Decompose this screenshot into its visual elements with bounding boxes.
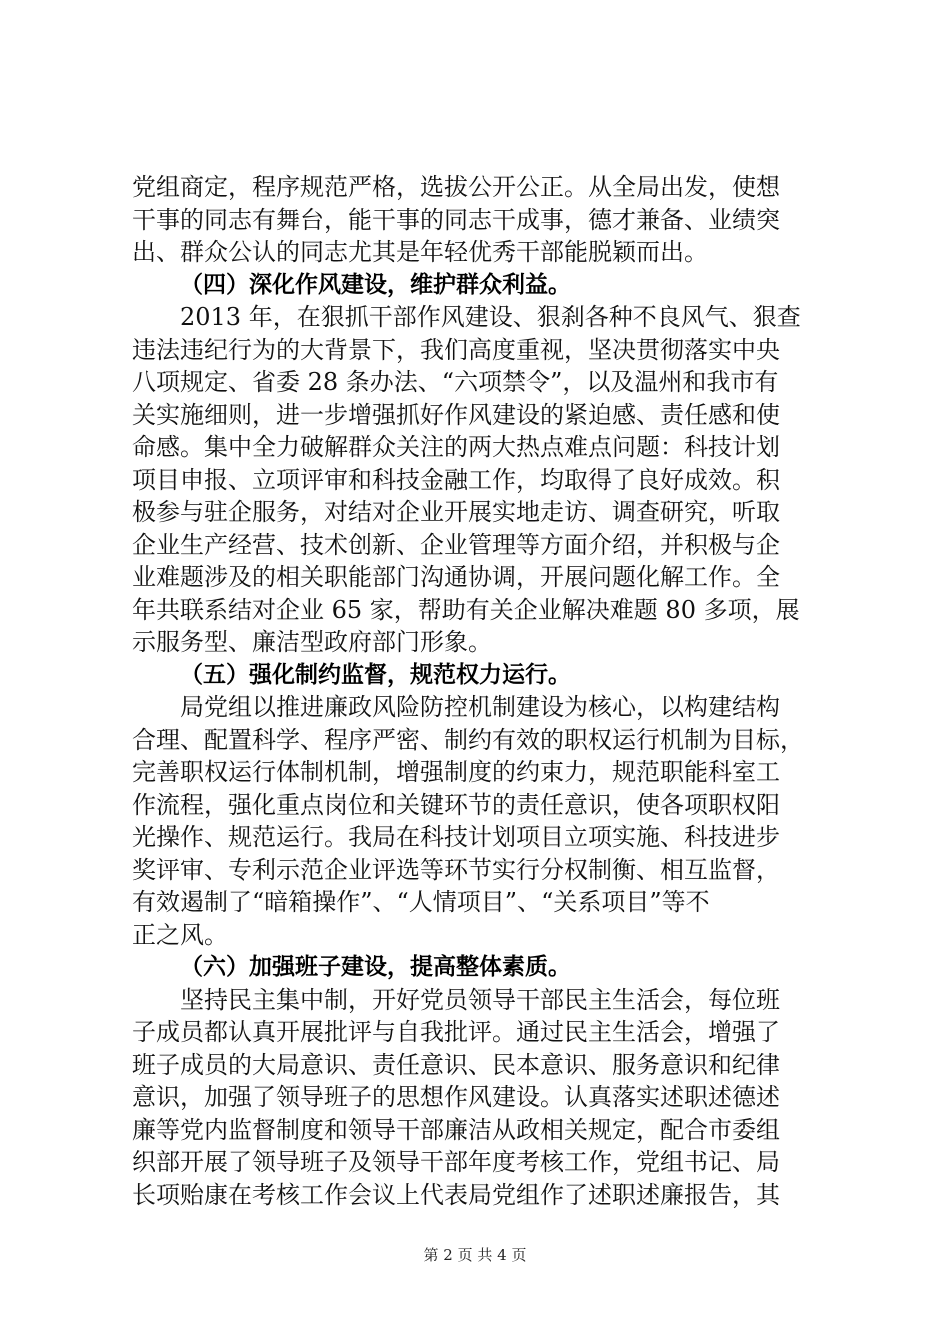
text-line: 关实施细则，进一步增强抓好作风建设的紧迫感、责任感和使 <box>132 400 780 429</box>
text-line: 年共联系结对企业 65 家，帮助有关企业解决难题 80 多项，展 <box>132 595 800 624</box>
text-line: 局党组以推进廉政风险防控机制建设为核心，以构建结构 <box>180 693 780 721</box>
text-line: 命感。集中全力破解群众关注的两大热点难点问题：科技计划 <box>132 433 780 461</box>
paragraph-section-5 <box>132 691 832 951</box>
text-line: 奖评审、专利示范企业评选等环节实行分权制衡、相互监督， <box>132 855 780 884</box>
text-line: 出、群众公认的同志尤其是年轻优秀干部能脱颖而出。 <box>132 238 708 266</box>
text-line: 干事的同志有舞台，能干事的同志干成事，德才兼备、业绩突 <box>132 205 780 234</box>
text-line: 正之风。 <box>132 920 228 949</box>
text-line: 作流程，强化重点岗位和关键环节的责任意识，使各项职权阳 <box>132 790 780 819</box>
text-line: 织部开展了领导班子及领导干部年度考核工作，党组书记、局 <box>132 1148 780 1176</box>
text-line: 八项规定、省委 28 条办法、“六项禁令”，以及温州和我市有 <box>132 368 779 396</box>
text-line: 意识，加强了领导班子的思想作风建设。认真落实述职述德述 <box>132 1083 780 1111</box>
text-line: 极参与驻企服务，对结对企业开展实地走访、调查研究，听取 <box>132 498 780 526</box>
text-line: 项目申报、立项评审和科技金融工作，均取得了良好成效。积 <box>132 465 780 494</box>
section-heading-5: （五）强化制约监督，规范权力运行。 <box>180 661 571 688</box>
text-line: 完善职权运行体制机制，增强制度的约束力，规范职能科室工 <box>132 758 780 786</box>
text-line: 党组商定，程序规范严格，选拔公开公正。从全局出发，使想 <box>132 173 780 201</box>
paragraph-intro <box>132 171 832 269</box>
text-line: 合理、配置科学、程序严密、制约有效的职权运行机制为目标， <box>132 725 804 754</box>
paragraph-section-4 <box>132 301 832 659</box>
section-heading-4: （四）深化作风建设，维护群众利益。 <box>180 271 571 298</box>
paragraph-section-6 <box>132 984 832 1212</box>
section-heading-6: （六）加强班子建设，提高整体素质。 <box>180 954 571 980</box>
text-line: 子成员都认真开展批评与自我批评。通过民主生活会，增强了 <box>132 1018 780 1046</box>
text-line: 业难题涉及的相关职能部门沟通协调，开展问题化解工作。全 <box>132 563 780 591</box>
text-line: 光操作、规范运行。我局在科技计划项目立项实施、科技进步 <box>132 823 780 851</box>
text-line: 廉等党内监督制度和领导干部廉洁从政相关规定，配合市委组 <box>132 1115 780 1144</box>
text-line: 示服务型、廉洁型政府部门形象。 <box>132 628 492 656</box>
text-line: 违法违纪行为的大背景下，我们高度重视，坚决贯彻落实中央 <box>132 335 780 364</box>
text-line: 有效遏制了“暗箱操作”、“人情项目”、“关系项目”等不 <box>132 888 710 916</box>
document-body <box>132 171 832 1211</box>
text-line: 长项贻康在考核工作会议上代表局党组作了述职述廉报告，其 <box>132 1180 780 1209</box>
text-line: 2013 年，在狠抓干部作风建设、狠刹各种不良风气、狠查 <box>180 303 801 331</box>
text-line: 企业生产经营、技术创新、企业管理等方面介绍，并积极与企 <box>132 530 780 559</box>
page-footer: 第 2 页 共 4 页 <box>423 1246 527 1264</box>
text-line: 坚持民主集中制，开好党员领导干部民主生活会，每位班 <box>180 985 780 1014</box>
text-line: 班子成员的大局意识、责任意识、民本意识、服务意识和纪律 <box>132 1050 780 1079</box>
